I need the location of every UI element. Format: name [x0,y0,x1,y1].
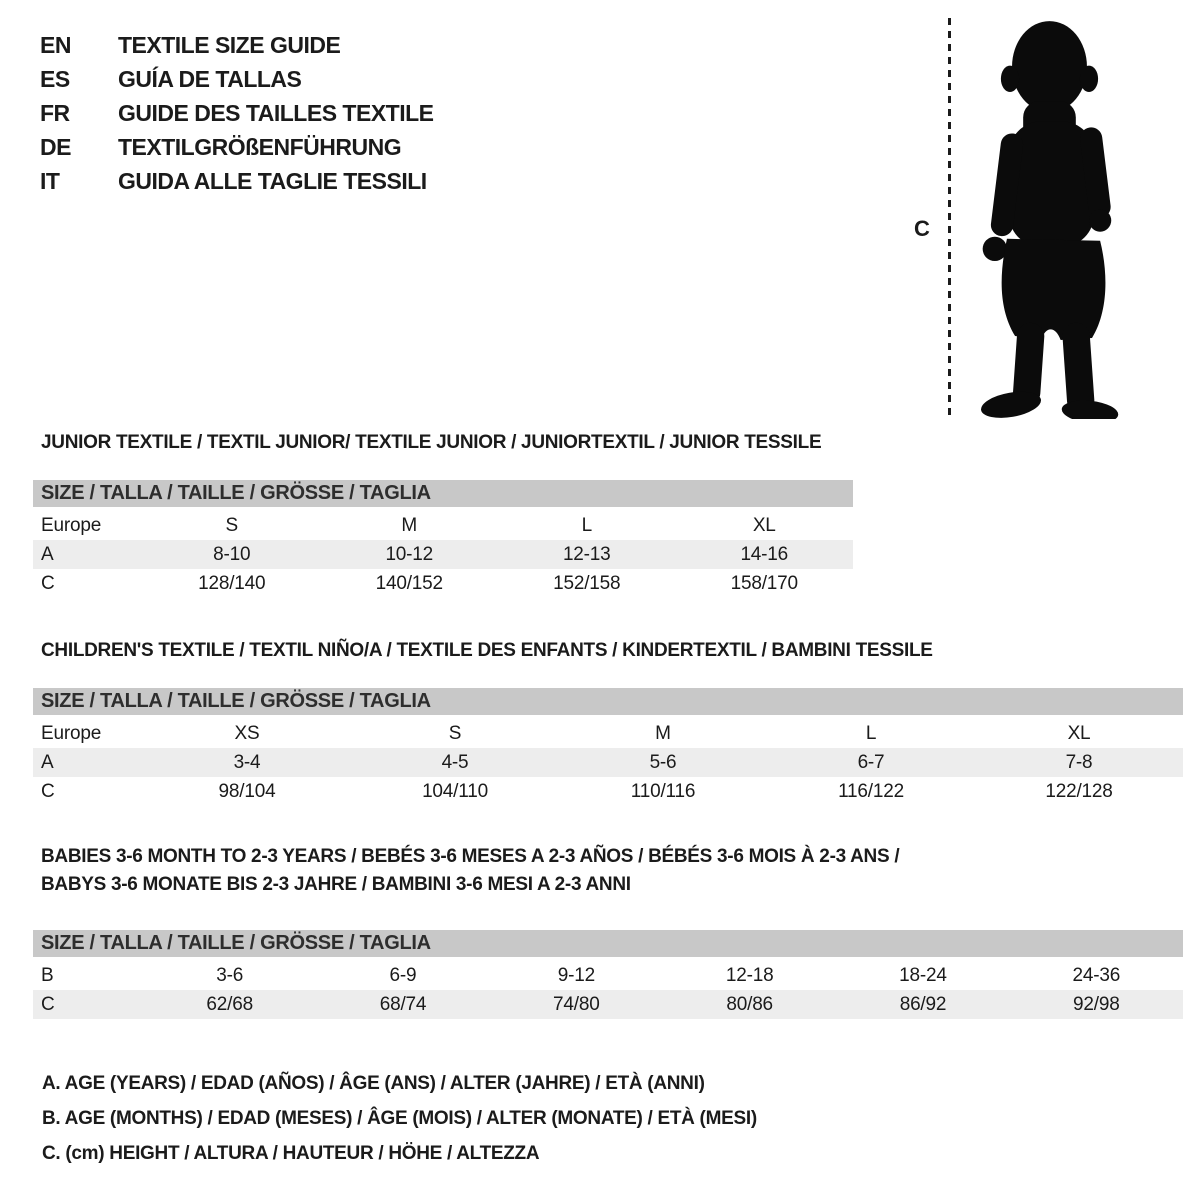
value-cell: 14-16 [740,543,789,565]
legend-line: B. AGE (MONTHS) / EDAD (MESES) / ÂGE (MOIS) / ALTER (MONATE) / ETÀ (MESI) [42,1108,757,1129]
row-label: Europe [41,722,102,744]
size-table [33,961,1183,1019]
language-list [40,28,434,198]
value-cell: 62/68 [206,993,253,1015]
size-header-bar: SIZE / TALLA / TAILLE / GRÖSSE / TAGLIA [33,930,1183,957]
section-title-line: BABYS 3-6 MONATE BIS 2-3 JAHRE / BAMBINI 3-6 MESI A 2-3 ANNI [41,874,631,895]
value-cell: XS [234,722,260,744]
language-row [40,28,434,62]
language-code: DE [40,133,71,160]
table-row [33,777,1183,806]
value-cell: S [225,514,238,536]
section-title [41,432,853,454]
size-table [33,719,1183,806]
table-row [33,719,1183,748]
value-cell: 110/116 [630,780,696,802]
value-cell: 9-12 [557,964,595,986]
size-table [33,511,853,598]
value-cell: 6-9 [389,964,417,986]
table-row [33,540,853,569]
section-title-line: JUNIOR TEXTILE / TEXTIL JUNIOR/ TEXTILE JUNIOR / JUNIORTEXTIL / JUNIOR TESSILE [41,432,822,453]
language-label: GUÍA DE TALLAS [118,65,302,92]
table-row [33,961,1183,990]
section-title-line: BABIES 3-6 MONTH TO 2-3 YEARS / BEBÉS 3-6 MESES A 2-3 AÑOS / BÉBÉS 3-6 MOIS À 2-3 ANS / [41,846,900,867]
value-cell: 6-7 [857,751,885,773]
language-code: IT [40,167,60,194]
value-cell: 122/128 [1045,780,1113,802]
value-cell: 7-8 [1065,751,1093,773]
value-cell: XL [752,514,776,536]
value-cell: 128/140 [198,572,266,594]
legend-line: C. (cm) HEIGHT / ALTURA / HAUTEUR / HÖHE / ALTEZZA [42,1143,540,1164]
language-row [40,62,434,96]
value-cell: L [581,514,592,536]
value-cell: 140/152 [375,572,443,594]
value-cell: M [655,722,671,744]
language-label: TEXTILGRÖßENFÜHRUNG [118,133,402,160]
section-junior-textile [33,432,853,598]
row-label: A [41,543,54,565]
value-cell: 68/74 [379,993,427,1015]
language-label: TEXTILE SIZE GUIDE [118,31,341,58]
value-cell: 80/86 [726,993,773,1015]
size-header-bar: SIZE / TALLA / TAILLE / GRÖSSE / TAGLIA [33,480,853,507]
table-row [33,569,853,598]
language-row [40,130,434,164]
section-title [41,843,1183,899]
value-cell: 3-4 [233,751,261,773]
section-childrens-textile [33,640,1183,806]
section-title-line: CHILDREN'S TEXTILE / TEXTIL NIÑO/A / TEXTILE DES ENFANTS / KINDERTEXTIL / BAMBINI TESSILE [41,640,933,661]
value-cell: 152/158 [553,572,621,594]
value-cell: 74/80 [553,993,600,1015]
value-cell: L [865,722,877,744]
language-label: GUIDA ALLE TAGLIE TESSILI [118,167,427,194]
language-code: EN [40,31,71,58]
row-label: C [41,993,55,1015]
height-measure-line [948,18,951,416]
value-cell: 12-13 [562,543,611,565]
value-cell: 98/104 [218,780,276,802]
value-cell: 104/110 [422,780,488,802]
value-cell: 92/98 [1073,993,1120,1015]
language-row [40,164,434,198]
value-cell: S [448,722,462,744]
language-code: FR [40,99,70,126]
language-label: GUIDE DES TAILLES TEXTILE [118,99,434,126]
legend-line: A. AGE (YEARS) / EDAD (AÑOS) / ÂGE (ANS) / ALTER (JAHRE) / ETÀ (ANNI) [42,1073,705,1094]
value-cell: 3-6 [216,964,244,986]
toddler-silhouette-icon [963,14,1138,424]
value-cell: 158/170 [730,572,798,594]
height-measure-label: C [914,216,930,241]
value-cell: 5-6 [649,751,677,773]
value-cell: XL [1067,722,1091,744]
value-cell: 10-12 [385,543,434,565]
row-label: A [41,751,54,773]
language-code: ES [40,65,70,92]
value-cell: 24-36 [1072,964,1121,986]
value-cell: 86/92 [899,993,947,1015]
value-cell: M [401,514,418,536]
value-cell: 18-24 [899,964,947,986]
value-cell: 4-5 [441,751,469,773]
table-row [33,990,1183,1019]
section-babies-textile [33,843,1183,1019]
value-cell: 8-10 [213,543,251,565]
row-label: B [41,964,54,986]
row-label: Europe [41,514,102,536]
value-cell: 116/122 [838,780,904,802]
row-label: C [41,572,55,594]
table-row [33,748,1183,777]
table-row [33,511,853,540]
size-header-bar: SIZE / TALLA / TAILLE / GRÖSSE / TAGLIA [33,688,1183,715]
legend [42,1066,757,1171]
section-title [41,640,1183,662]
language-row [40,96,434,130]
value-cell: 12-18 [725,964,774,986]
row-label: C [41,780,55,802]
